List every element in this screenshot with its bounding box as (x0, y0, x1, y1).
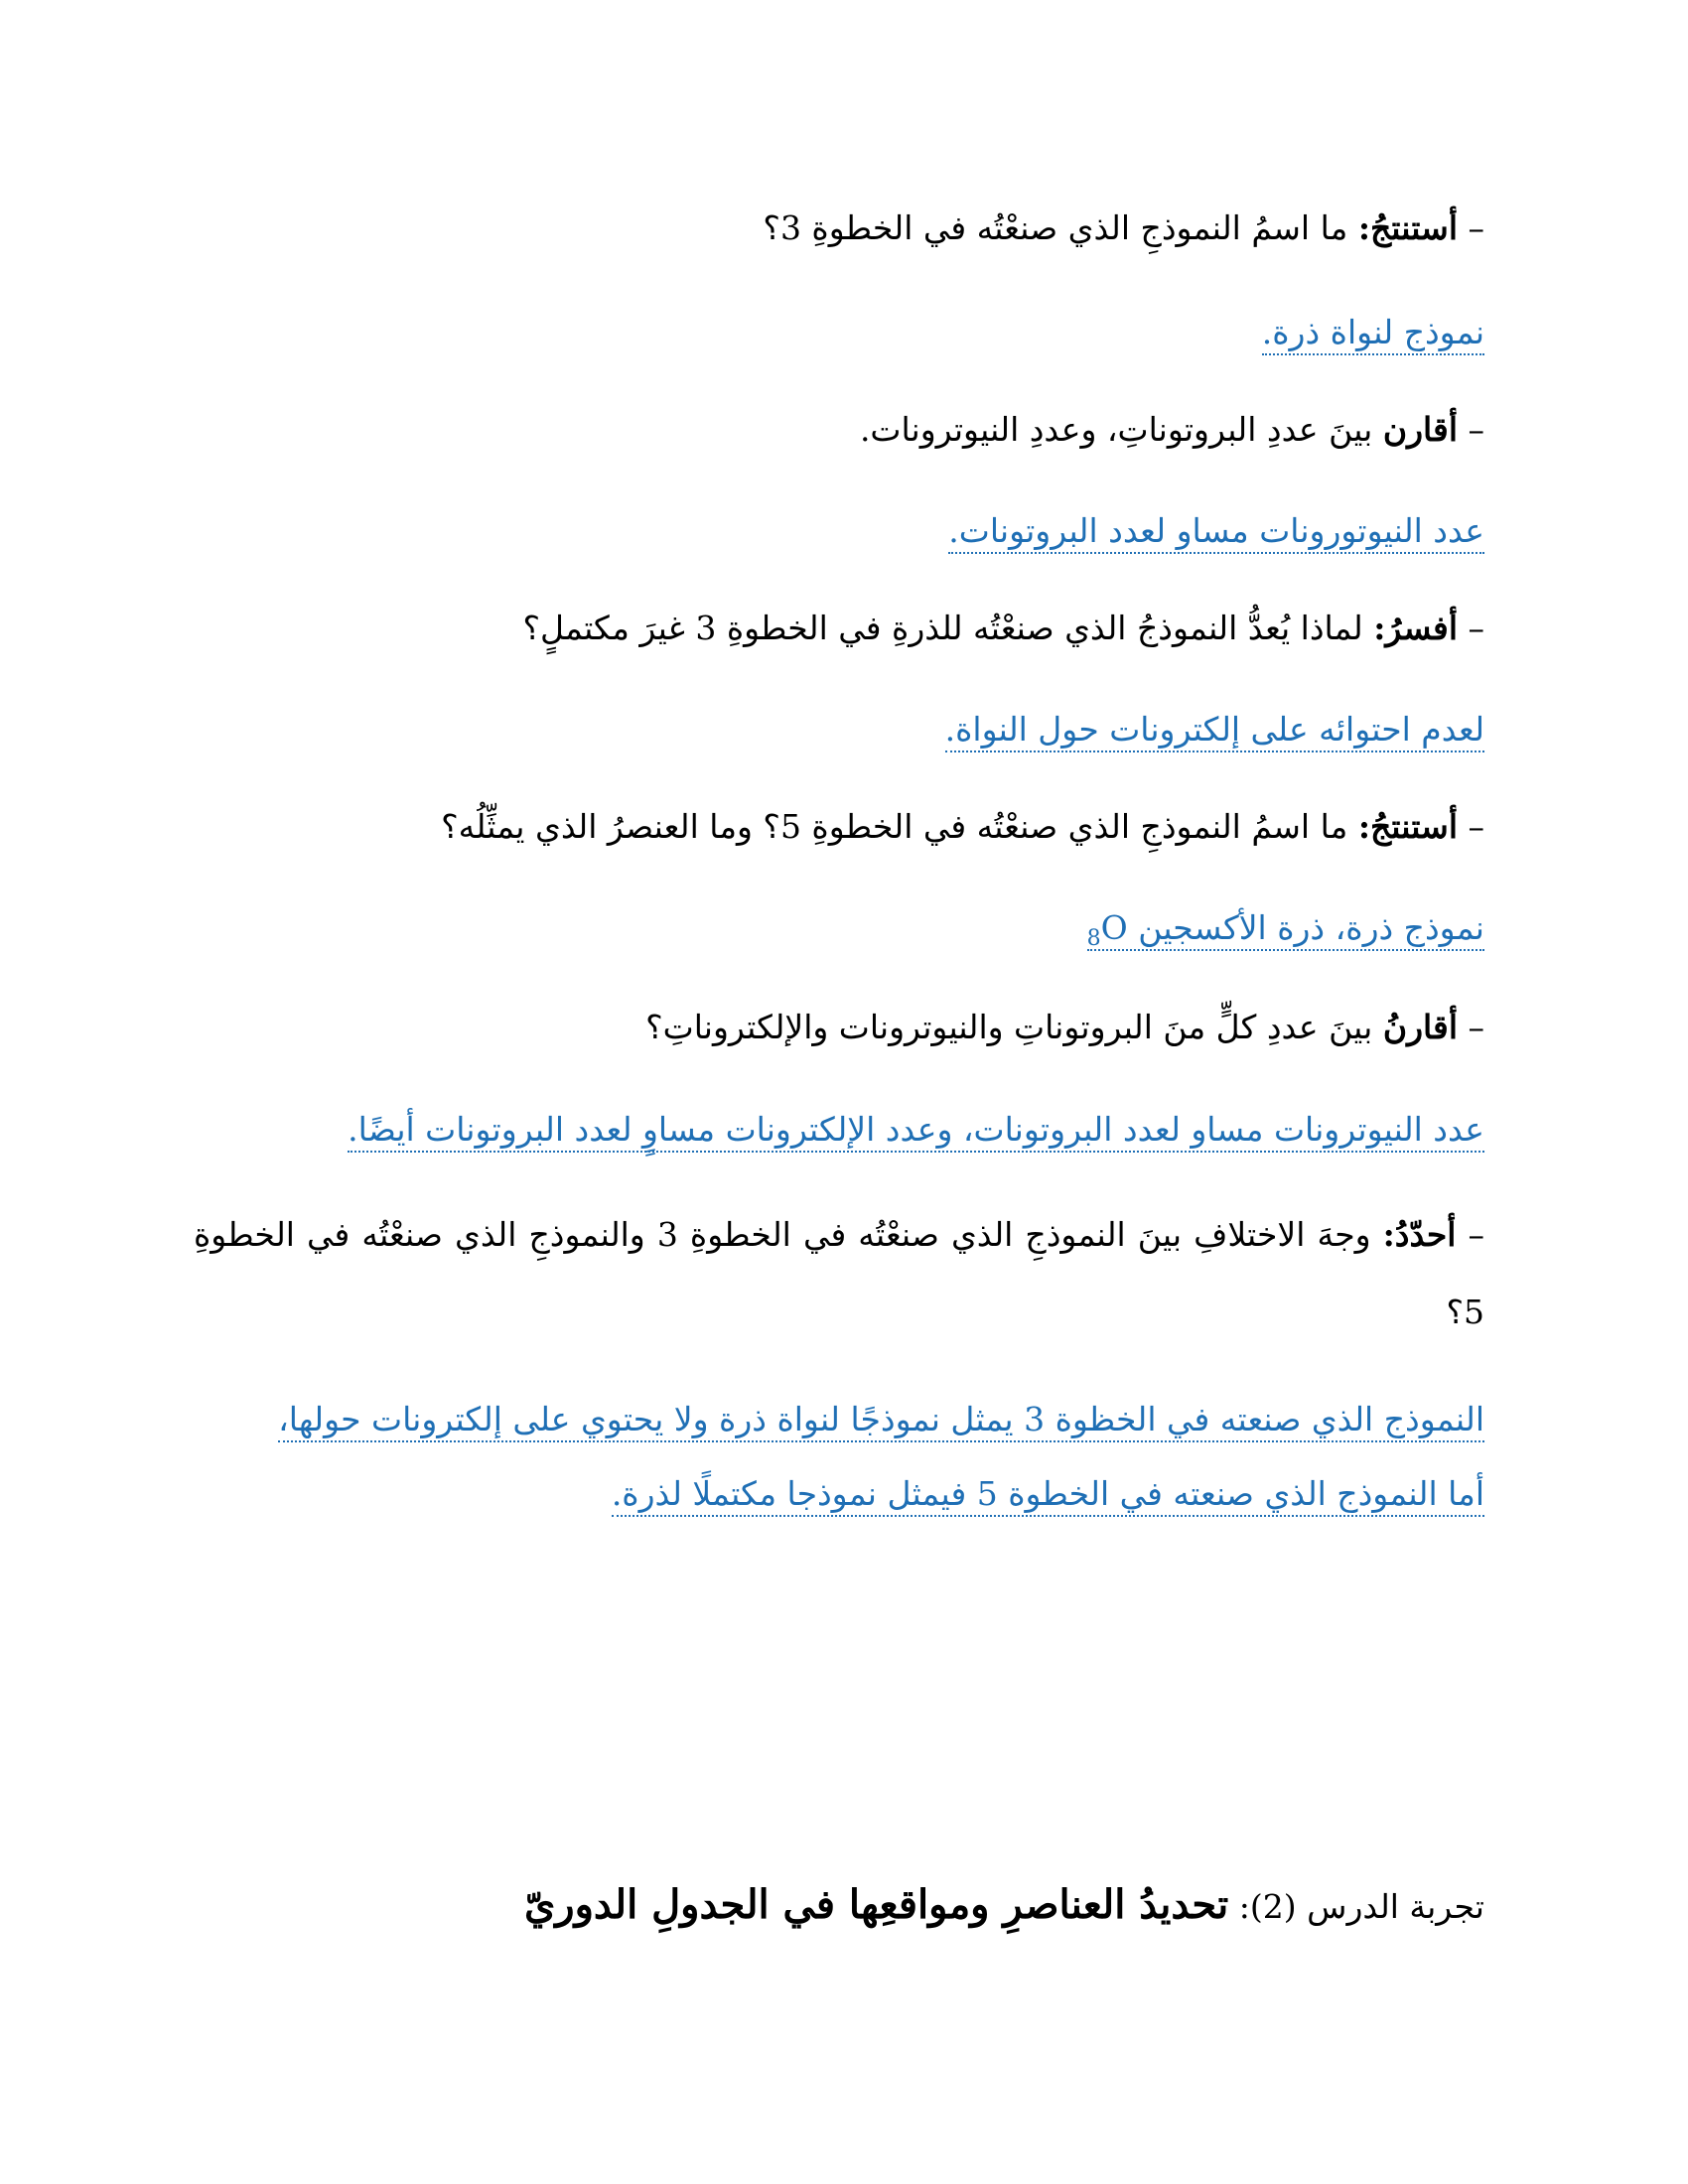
question-1-lead: – (1458, 208, 1484, 247)
question-4-lead: – (1458, 807, 1484, 846)
question-6 (194, 1196, 1484, 1351)
answer-4-text: نموذج ذرة، ذرة الأكسجين (1138, 908, 1484, 947)
answer-2-text: عدد النيوتورونات مساو لعدد البروتونات. (948, 511, 1484, 554)
question-4-text: ما اسمُ النموذجِ الذي صنعْتُه في الخطوةِ 5؟ وما العنصرُ الذي يمثِّلُه؟ (441, 807, 1358, 846)
question-3 (194, 609, 1484, 648)
question-6-lead: – (1456, 1215, 1484, 1254)
question-5-lead: – (1458, 1008, 1484, 1046)
question-6-text: وجهَ الاختلافِ بينَ النموذجِ الذي صنعْتُه في الخطوةِ 3 والنموذجِ الذي صنعْتُه في الخطوةِ 5؟ (194, 1215, 1484, 1331)
answer-5-text: عدد النيوترونات مساو لعدد البروتونات، وعدد الإلكترونات مساوٍ لعدد البروتونات أيضًا. (348, 1110, 1484, 1153)
question-2 (194, 410, 1484, 450)
lesson-experiment-heading (194, 1881, 1484, 1929)
question-3-keyword: أفسرُ: (1373, 609, 1458, 647)
answer-6-line-1-text: النموذج الذي صنعته في الخظوة 3 يمثل نموذجًا لنواة ذرة ولا يحتوي على إلكترونات حولها، (278, 1400, 1484, 1442)
answer-6-line-1 (194, 1400, 1484, 1439)
question-6-keyword: أحدّدُ: (1382, 1215, 1457, 1254)
answer-1-text: نموذج لنواة ذرة. (1262, 313, 1484, 355)
question-5-keyword: أقارنُ (1382, 1008, 1458, 1046)
question-1-text: ما اسمُ النموذجِ الذي صنعْتُه في الخطوةِ 3؟ (763, 208, 1358, 247)
answer-2 (194, 511, 1484, 551)
oxygen-symbol: O (1100, 908, 1128, 947)
answer-6-line-2 (194, 1474, 1484, 1514)
question-5 (194, 1008, 1484, 1047)
answer-5 (194, 1110, 1484, 1150)
question-3-lead: – (1458, 609, 1484, 647)
question-4 (194, 807, 1484, 847)
question-2-text: بينَ عددِ البروتوناتِ، وعددِ النيوترونات. (859, 410, 1383, 449)
oxygen-atomic-number: 8 (1086, 926, 1101, 951)
question-1 (194, 208, 1484, 248)
question-2-keyword: أقارن (1382, 410, 1458, 449)
answer-4 (194, 908, 1484, 952)
answer-1 (194, 313, 1484, 352)
answer-3-text: لعدم احتوائه على إلكترونات حول النواة. (945, 710, 1484, 752)
answer-6-line-2-text: أما النموذج الذي صنعته في الخطوة 5 فيمثل نموذجا مكتملًا لذرة. (612, 1474, 1484, 1517)
answer-4-underline (1087, 908, 1484, 951)
answer-3 (194, 710, 1484, 750)
question-3-text: لماذا يُعدُّ النموذجُ الذي صنعْتُه للذرةِ في الخطوةِ 3 غيرَ مكتملٍ؟ (522, 609, 1374, 647)
question-2-lead: – (1458, 410, 1484, 449)
heading-prefix: تجربة الدرس (2): (1228, 1887, 1484, 1926)
question-4-keyword: أستنتجُ: (1357, 807, 1458, 846)
heading-title: تحديدُ العناصرِ ومواقعِها في الجدولِ الدوريّ (523, 1881, 1229, 1928)
question-1-keyword: أستنتجُ: (1357, 208, 1458, 247)
question-5-text: بينَ عددِ كلٍّ منَ البروتوناتِ والنيوترونات والإلكتروناتِ؟ (645, 1008, 1383, 1046)
oxygen-formula (1086, 908, 1128, 951)
